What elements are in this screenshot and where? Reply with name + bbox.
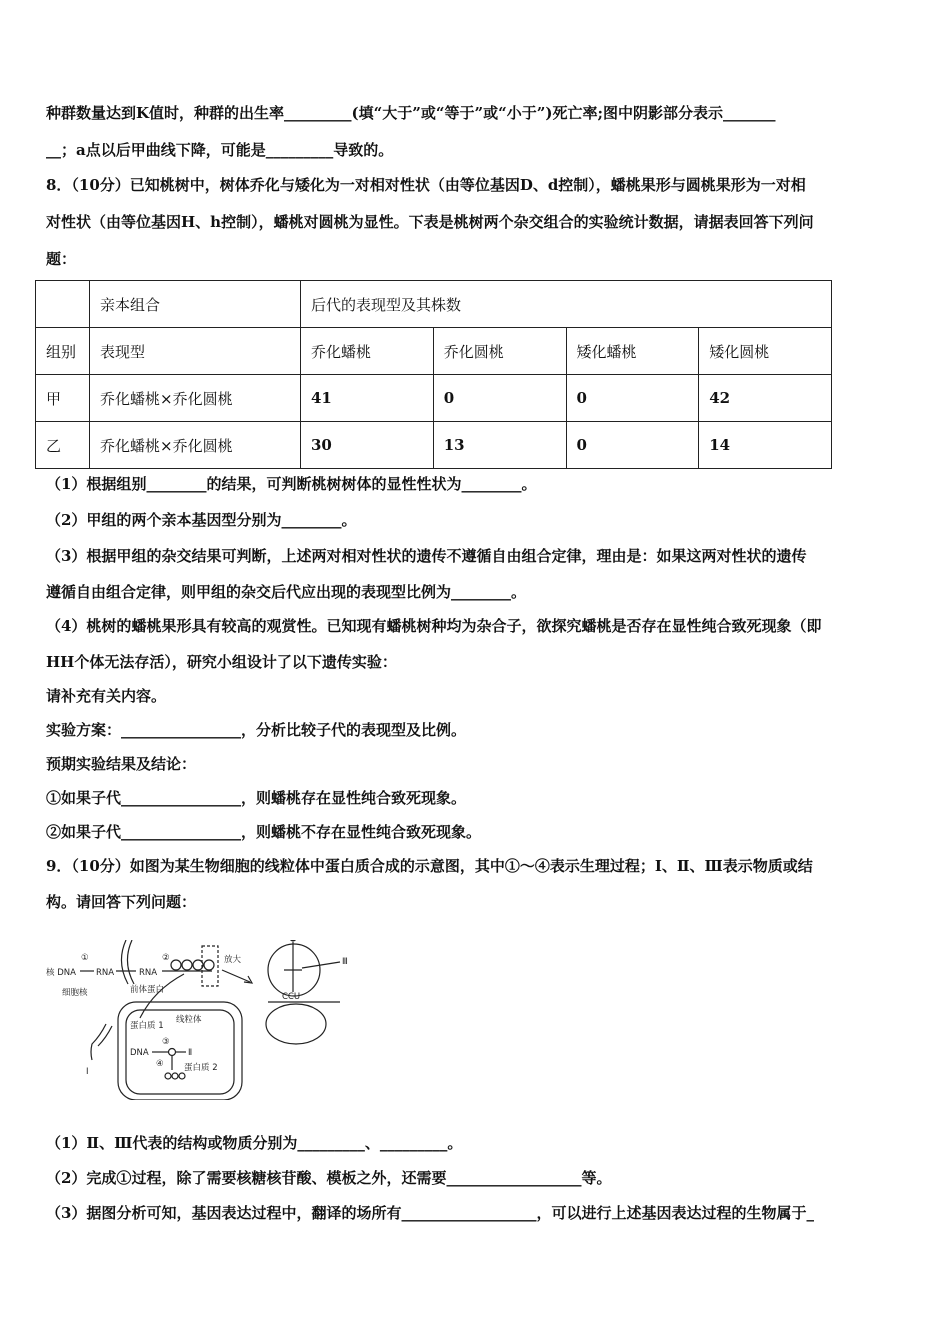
text-line: 构。请回答下列问题： — [46, 893, 197, 911]
text-line: ①如果子代________________，则蟠桃存在显性纯合致死现象。 — [46, 789, 467, 807]
mitochondria-protein-synthesis-diagram — [44, 940, 364, 1100]
text-line: （3）据图分析可知，基因表达过程中，翻译的场所有__________________，可以进行上述基因表达过程的生物属于_ — [46, 1204, 814, 1222]
ribosome-small-subunit — [266, 1004, 326, 1044]
process-4-label: ④ — [156, 1059, 164, 1069]
text-line: 题： — [46, 250, 77, 268]
label-ii: Ⅱ — [188, 1048, 193, 1058]
magnify-label: 放大 — [224, 955, 242, 965]
table-header: 组别 — [36, 328, 90, 375]
magnify-arrow — [222, 970, 250, 982]
trna — [284, 942, 302, 992]
rna-label: RNA — [139, 968, 158, 978]
text-line: 实验方案：________________，分析比较子代的表现型及比例。 — [46, 721, 467, 739]
process-3-label: ③ — [162, 1037, 170, 1047]
pointer-line — [302, 962, 340, 968]
table-cell: 乙 — [36, 422, 90, 469]
table-cell: 0 — [566, 375, 699, 422]
text-line: （4）桃树的蟠桃果形具有较高的观赏性。已知现有蟠桃树种均为杂合子，欲探究蟠桃是否存在显性纯合致死现象（即 — [46, 617, 822, 635]
table-cell: 30 — [301, 422, 434, 469]
mito-dna-label: DNA — [130, 1048, 149, 1058]
ribosome — [179, 1073, 185, 1079]
table-header: 表现型 — [90, 328, 301, 375]
text-line: （1）根据组别________的结果，可判断桃树树体的显性性状为________。 — [46, 475, 537, 493]
table-cell: 42 — [699, 375, 832, 422]
protein-2-label: 蛋白质 2 — [184, 1063, 218, 1073]
table-cell: 13 — [433, 422, 566, 469]
text-line: ②如果子代________________，则蟠桃不存在显性纯合致死现象。 — [46, 823, 482, 841]
table-row — [36, 422, 832, 469]
ribosome — [172, 1073, 178, 1079]
ribosome — [171, 960, 181, 970]
label-i: Ⅰ — [86, 1067, 89, 1077]
cross-data-table — [35, 280, 832, 469]
process-1-label: ① — [81, 953, 89, 963]
table-row — [36, 375, 832, 422]
table-cell — [36, 281, 90, 328]
question-9: 9．（10分）如图为某生物细胞的线粒体中蛋白质合成的示意图，其中①～④表示生理过程；Ⅰ、Ⅱ、Ⅲ表示物质或结 — [46, 857, 813, 875]
ribosome — [204, 960, 214, 970]
text-line: （3）根据甲组的杂交结果可判断，上述两对相对性状的遗传不遵循自由组合定律，理由是：如果这两对性状的遗传 — [46, 547, 807, 565]
text-line: （2）完成①过程，除了需要核糖核苷酸、模板之外，还需要__________________等。 — [46, 1169, 612, 1187]
table-cell: 乔化蟠桃×乔化圆桃 — [90, 422, 301, 469]
table-cell: 14 — [699, 422, 832, 469]
nuclear-dna-label: 核 DNA — [46, 968, 76, 978]
nuclear-membrane — [127, 940, 134, 984]
table-header: 亲本组合 — [90, 281, 301, 328]
structure-i — [98, 1026, 112, 1046]
table-header: 矮化蟠桃 — [566, 328, 699, 375]
table-cell: 甲 — [36, 375, 90, 422]
codon-label: CCU — [282, 992, 301, 1002]
mitochondrion-label: 线粒体 — [176, 1015, 202, 1025]
table-header: 乔化蟠桃 — [301, 328, 434, 375]
protein-1-label: 蛋白质 1 — [130, 1021, 164, 1031]
table-cell: 乔化蟠桃×乔化圆桃 — [90, 375, 301, 422]
table-header: 后代的表现型及其株数 — [301, 281, 832, 328]
ribosome — [165, 1073, 171, 1079]
process-2-label: ② — [162, 953, 170, 963]
text-line: （1）Ⅱ、Ⅲ代表的结构或物质分别为_________、_________。 — [46, 1134, 463, 1152]
text-line: （2）甲组的两个亲本基因型分别为________。 — [46, 511, 357, 529]
question-8: 8．（10分）已知桃树中，树体乔化与矮化为一对相对性状（由等位基因D、d控制），蟠桃果形与圆桃果形为一对相 — [46, 176, 806, 194]
label-iii: Ⅲ — [342, 957, 348, 967]
table-cell: 0 — [433, 375, 566, 422]
precursor-protein-label: 前体蛋白 — [130, 985, 165, 995]
text-line: 请补充有关内容。 — [46, 687, 167, 705]
text-line: HH个体无法存活），研究小组设计了以下遗传实验： — [46, 653, 397, 671]
rna-node — [169, 1049, 176, 1056]
text-line: __；a点以后甲曲线下降，可能是_________导致的。 — [46, 141, 394, 159]
text-line: 遵循自由组合定律，则甲组的杂交后代应出现的表现型比例为________。 — [46, 583, 527, 601]
rna-label: RNA — [96, 968, 115, 978]
amino-acid — [290, 940, 296, 941]
structure-i — [91, 1024, 106, 1060]
table-cell: 41 — [301, 375, 434, 422]
transport-arrow — [140, 974, 184, 1018]
table-header: 乔化圆桃 — [433, 328, 566, 375]
text-line: 种群数量达到K值时，种群的出生率_________(填“大于”或“等于”或“小于”)死亡率;图中阴影部分表示_______ — [46, 104, 776, 122]
ribosome — [182, 960, 192, 970]
table-cell: 0 — [566, 422, 699, 469]
table-header: 矮化圆桃 — [699, 328, 832, 375]
text-line: 对性状（由等位基因H、h控制），蟠桃对圆桃为显性。下表是桃树两个杂交组合的实验统计数据，请据表回答下列问 — [46, 213, 814, 231]
nucleus-label: 细胞核 — [62, 988, 88, 998]
text-line: 预期实验结果及结论： — [46, 755, 197, 773]
